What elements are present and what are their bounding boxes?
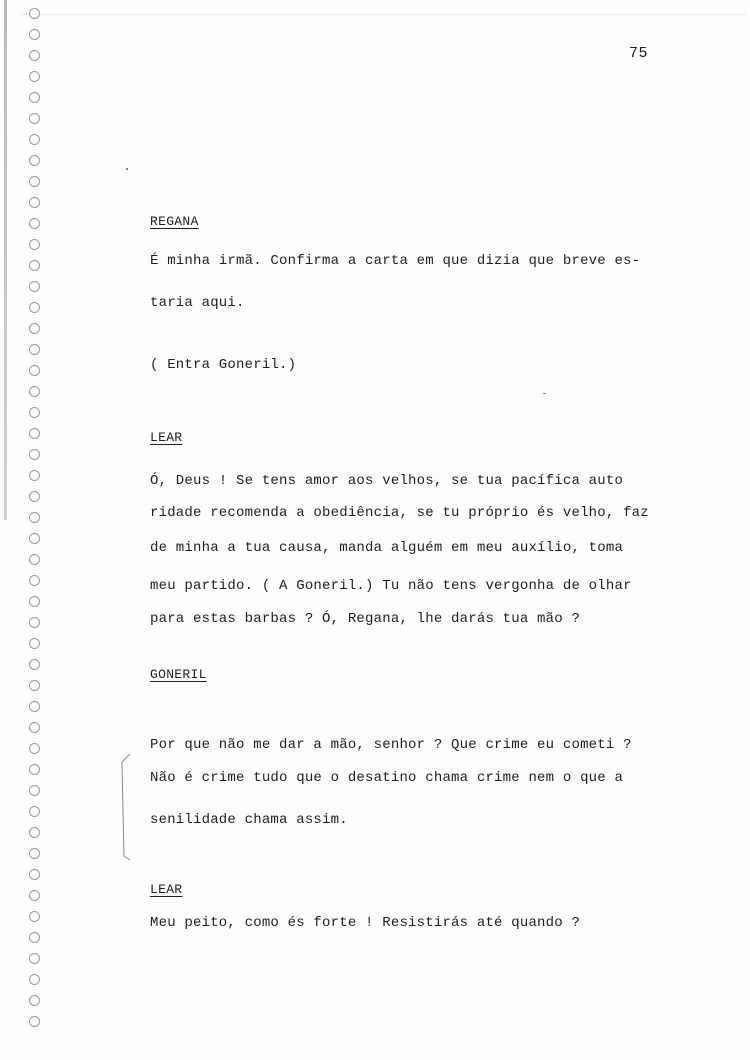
binding-hole (29, 722, 40, 733)
binding-hole (29, 260, 40, 271)
binding-hole (29, 155, 40, 166)
binding-hole (29, 1016, 40, 1027)
binding-hole (29, 407, 40, 418)
stage-direction: ( Entra Goneril.) (150, 357, 297, 373)
binding-holes (29, 8, 45, 1038)
binding-hole (29, 134, 40, 145)
page-top-edge (20, 14, 745, 15)
binding-hole (29, 911, 40, 922)
binding-hole (29, 764, 40, 775)
dialogue-line: Meu peito, como és forte ! Resistirás até quando ? (150, 915, 581, 931)
binding-hole (29, 617, 40, 628)
binding-hole (29, 470, 40, 481)
binding-hole (29, 50, 40, 61)
binding-hole (29, 491, 40, 502)
binding-hole (29, 8, 40, 19)
binding-hole (29, 785, 40, 796)
binding-hole (29, 197, 40, 208)
binding-hole (29, 281, 40, 292)
binding-hole (29, 806, 40, 817)
binding-hole (29, 575, 40, 586)
binding-hole (29, 995, 40, 1006)
speaker-name: LEAR (150, 882, 183, 897)
dialogue-line: Ó, Deus ! Se tens amor aos velhos, se tua pacífica auto (150, 473, 624, 489)
binding-hole (29, 365, 40, 376)
binding-hole (29, 344, 40, 355)
dialogue-line: para estas barbas ? Ó, Regana, lhe darás tua mão ? (150, 611, 581, 627)
binding-hole (29, 512, 40, 523)
speaker-name: LEAR (150, 430, 183, 445)
dialogue-line: meu partido. ( A Goneril.) Tu não tens vergonha de olhar (150, 578, 632, 594)
binding-hole (29, 71, 40, 82)
binding-hole (29, 953, 40, 964)
binding-hole (29, 239, 40, 250)
ink-speck (126, 168, 128, 170)
binding-shadow (4, 0, 7, 520)
dialogue-line: Por que não me dar a mão, senhor ? Que crime eu cometi ? (150, 737, 632, 753)
binding-hole (29, 890, 40, 901)
dialogue-line: Não é crime tudo que o desatino chama crime nem o que a (150, 770, 624, 786)
dialogue-line: taria aqui. (150, 295, 245, 311)
binding-hole (29, 827, 40, 838)
binding-hole (29, 638, 40, 649)
page-number: 75 (629, 45, 649, 62)
binding-hole (29, 449, 40, 460)
binding-hole (29, 932, 40, 943)
dialogue-line: de minha a tua causa, manda alguém em meu auxílio, toma (150, 540, 624, 556)
binding-hole (29, 92, 40, 103)
binding-hole (29, 743, 40, 754)
speaker-name: GONERIL (150, 667, 207, 682)
ink-speck (543, 393, 546, 394)
binding-hole (29, 533, 40, 544)
binding-hole (29, 113, 40, 124)
binding-hole (29, 323, 40, 334)
binding-hole (29, 554, 40, 565)
margin-bracket-mark (118, 752, 132, 862)
binding-hole (29, 29, 40, 40)
binding-hole (29, 701, 40, 712)
binding-hole (29, 428, 40, 439)
dialogue-line: senilidade chama assim. (150, 812, 348, 828)
binding-hole (29, 974, 40, 985)
dialogue-line: ridade recomenda a obediência, se tu próprio és velho, faz (150, 505, 649, 521)
binding-hole (29, 659, 40, 670)
binding-hole (29, 386, 40, 397)
speaker-name: REGANA (150, 214, 199, 229)
binding-hole (29, 680, 40, 691)
dialogue-line: É minha irmã. Confirma a carta em que dizia que breve es- (150, 253, 641, 269)
binding-hole (29, 596, 40, 607)
binding-hole (29, 869, 40, 880)
binding-hole (29, 176, 40, 187)
binding-hole (29, 302, 40, 313)
binding-hole (29, 218, 40, 229)
binding-hole (29, 848, 40, 859)
